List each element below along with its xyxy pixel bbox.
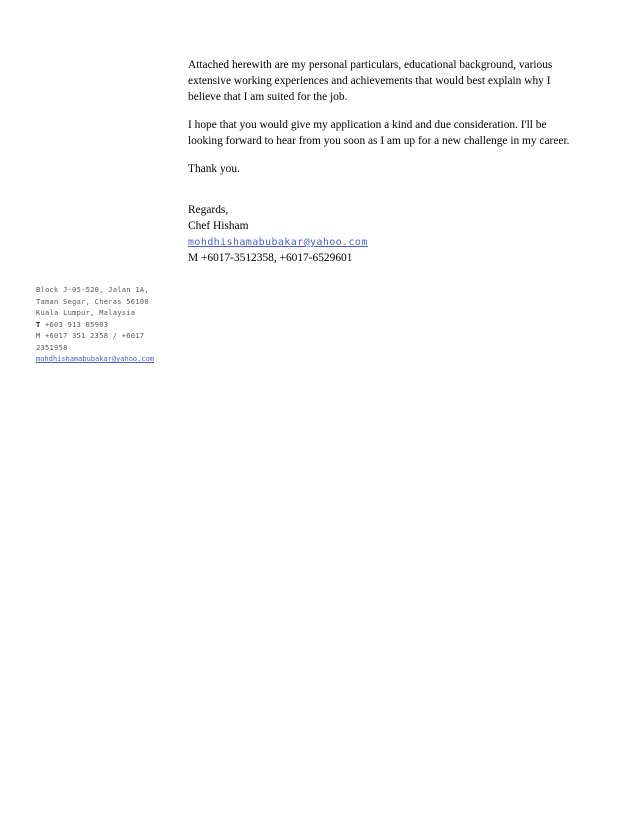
sidebar-email-link[interactable]: mohdhishamabubakar@yahoo.com	[36, 355, 155, 363]
mobile-line: M +6017 351 2358 / +6017	[36, 332, 145, 340]
address-line: Block J-05-520, Jalan 1A,	[36, 286, 149, 294]
letter-body	[188, 57, 578, 266]
mobile-line: 2351958	[36, 343, 68, 352]
address-line: Taman Segar, Cheras 56100	[36, 297, 149, 306]
letter-paragraph-consideration: I hope that you would give my application a kind and due consideration. I'll be looking forward to hear from you soon as I am up for a new challenge in my career.	[188, 119, 570, 147]
sidebar-contact-details	[36, 285, 166, 366]
signature-email-link[interactable]: mohdhishamabubakar@yahoo.com	[188, 237, 368, 248]
signature-block	[188, 202, 578, 266]
letter-thank-you: Thank you.	[188, 163, 240, 175]
signer-name: Chef Hisham	[188, 220, 249, 232]
address-line: Kuala Lumpur, Malaysia	[36, 309, 136, 317]
telephone-label: T	[36, 320, 41, 329]
letter-paragraph-particulars: Attached herewith are my personal particulars, educational background, various extensive working experiences and achievements that would best explain why I believe that I am suited for the job.	[188, 59, 553, 103]
telephone-row	[36, 320, 166, 332]
signature-mobile: M +6017-3512358, +6017-6529601	[188, 252, 353, 264]
closing-text: Regards,	[188, 204, 229, 216]
telephone-number: +603 913 05903	[45, 320, 109, 329]
